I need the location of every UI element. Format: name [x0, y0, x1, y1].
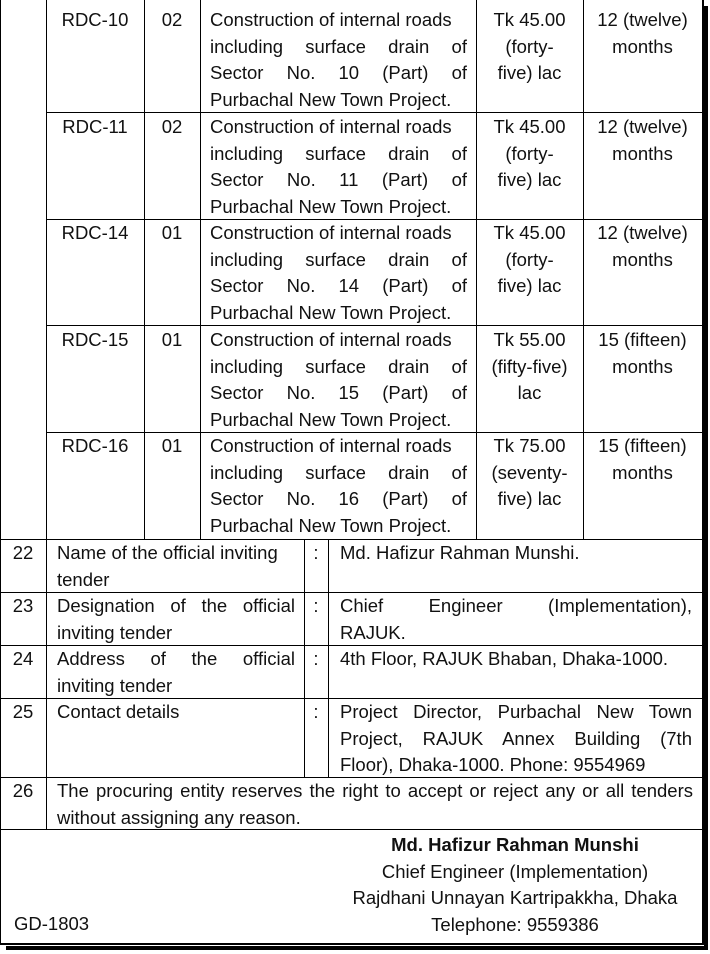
signatory-org: Rajdhani Unnayan Kartripakkha, Dhaka	[352, 887, 678, 908]
item-num-col-line	[46, 539, 47, 829]
package-description: Construction of internal roads including surface drain of Sector No. 15 (Part) of Purbachal New Town Project.	[210, 329, 467, 430]
item-26-text: The procuring entity reserves the right to accept or reject any or all tenders without assigning any reason.	[57, 780, 693, 828]
item-separator: :	[313, 595, 319, 616]
package-lots: 01	[161, 329, 183, 350]
item-number: 25	[12, 701, 34, 722]
package-lots: 02	[161, 9, 183, 30]
package-lots: 01	[161, 435, 183, 456]
package-duration: 15 (fifteen) months	[598, 329, 687, 377]
package-duration: 12 (twelve) months	[597, 116, 688, 164]
package-cost: Tk 75.00 (seventy- five) lac	[491, 435, 568, 509]
package-cost: Tk 45.00 (forty- five) lac	[493, 116, 566, 190]
package-description: Construction of internal roads including surface drain of Sector No. 16 (Part) of Purbachal New Town Project.	[210, 435, 467, 536]
package-duration: 12 (twelve) months	[597, 222, 688, 270]
package-cost: Tk 55.00 (fifty-five) lac	[491, 329, 568, 403]
package-duration: 12 (twelve) months	[597, 9, 688, 57]
item-number: 24	[12, 648, 34, 669]
package-code: RDC-14	[61, 222, 129, 243]
item-sep-col-line	[328, 539, 329, 777]
item-separator: :	[313, 701, 319, 722]
package-lots: 01	[161, 222, 183, 243]
frame-shadow-right	[704, 6, 708, 950]
package-cost: Tk 45.00 (forty- five) lac	[493, 222, 566, 296]
signatory-phone: Telephone: 9559386	[431, 913, 599, 935]
package-duration: 15 (fifteen) months	[598, 435, 687, 483]
item-value: 4th Floor, RAJUK Bhaban, Dhaka-1000.	[340, 648, 669, 669]
item-number: 26	[12, 780, 34, 801]
item-number: 23	[12, 595, 34, 616]
signature-block	[330, 832, 700, 938]
item-number: 22	[12, 542, 34, 563]
item-separator: :	[313, 542, 319, 563]
package-code: RDC-16	[61, 435, 129, 456]
package-code: RDC-11	[62, 116, 128, 137]
package-lots: 02	[161, 116, 183, 137]
package-description: Construction of internal roads including surface drain of Sector No. 11 (Part) of Purbachal New Town Project.	[210, 116, 467, 217]
package-col-line-3	[200, 0, 201, 539]
package-code: RDC-15	[61, 329, 129, 350]
item-label: Designation of the official inviting tender	[57, 595, 295, 643]
item-label: Address of the official inviting tender	[57, 648, 295, 696]
package-description: Construction of internal roads including surface drain of Sector No. 10 (Part) of Purbachal New Town Project.	[210, 9, 467, 110]
package-description: Construction of internal roads including surface drain of Sector No. 14 (Part) of Purbachal New Town Project.	[210, 222, 467, 323]
package-code: RDC-10	[61, 9, 129, 30]
package-cost: Tk 45.00 (forty- five) lac	[493, 9, 566, 83]
frame-shadow-bottom	[6, 946, 708, 950]
item-label: Name of the official inviting tender	[57, 542, 278, 590]
gd-number: GD-1803	[14, 913, 90, 934]
signatory-name: Md. Hafizur Rahman Munshi	[391, 834, 639, 855]
item-separator: :	[313, 648, 319, 669]
signatory-title: Chief Engineer (Implementation)	[381, 860, 649, 882]
item-value: Project Director, Purbachal New Town Project, RAJUK Annex Building (7th Floor), Dhaka-1000. Phone: 9554969	[340, 701, 692, 775]
item-value: Chief Engineer (Implementation), RAJUK.	[340, 595, 692, 643]
item-label: Contact details	[57, 701, 180, 722]
item-value: Md. Hafizur Rahman Munshi.	[340, 542, 580, 563]
